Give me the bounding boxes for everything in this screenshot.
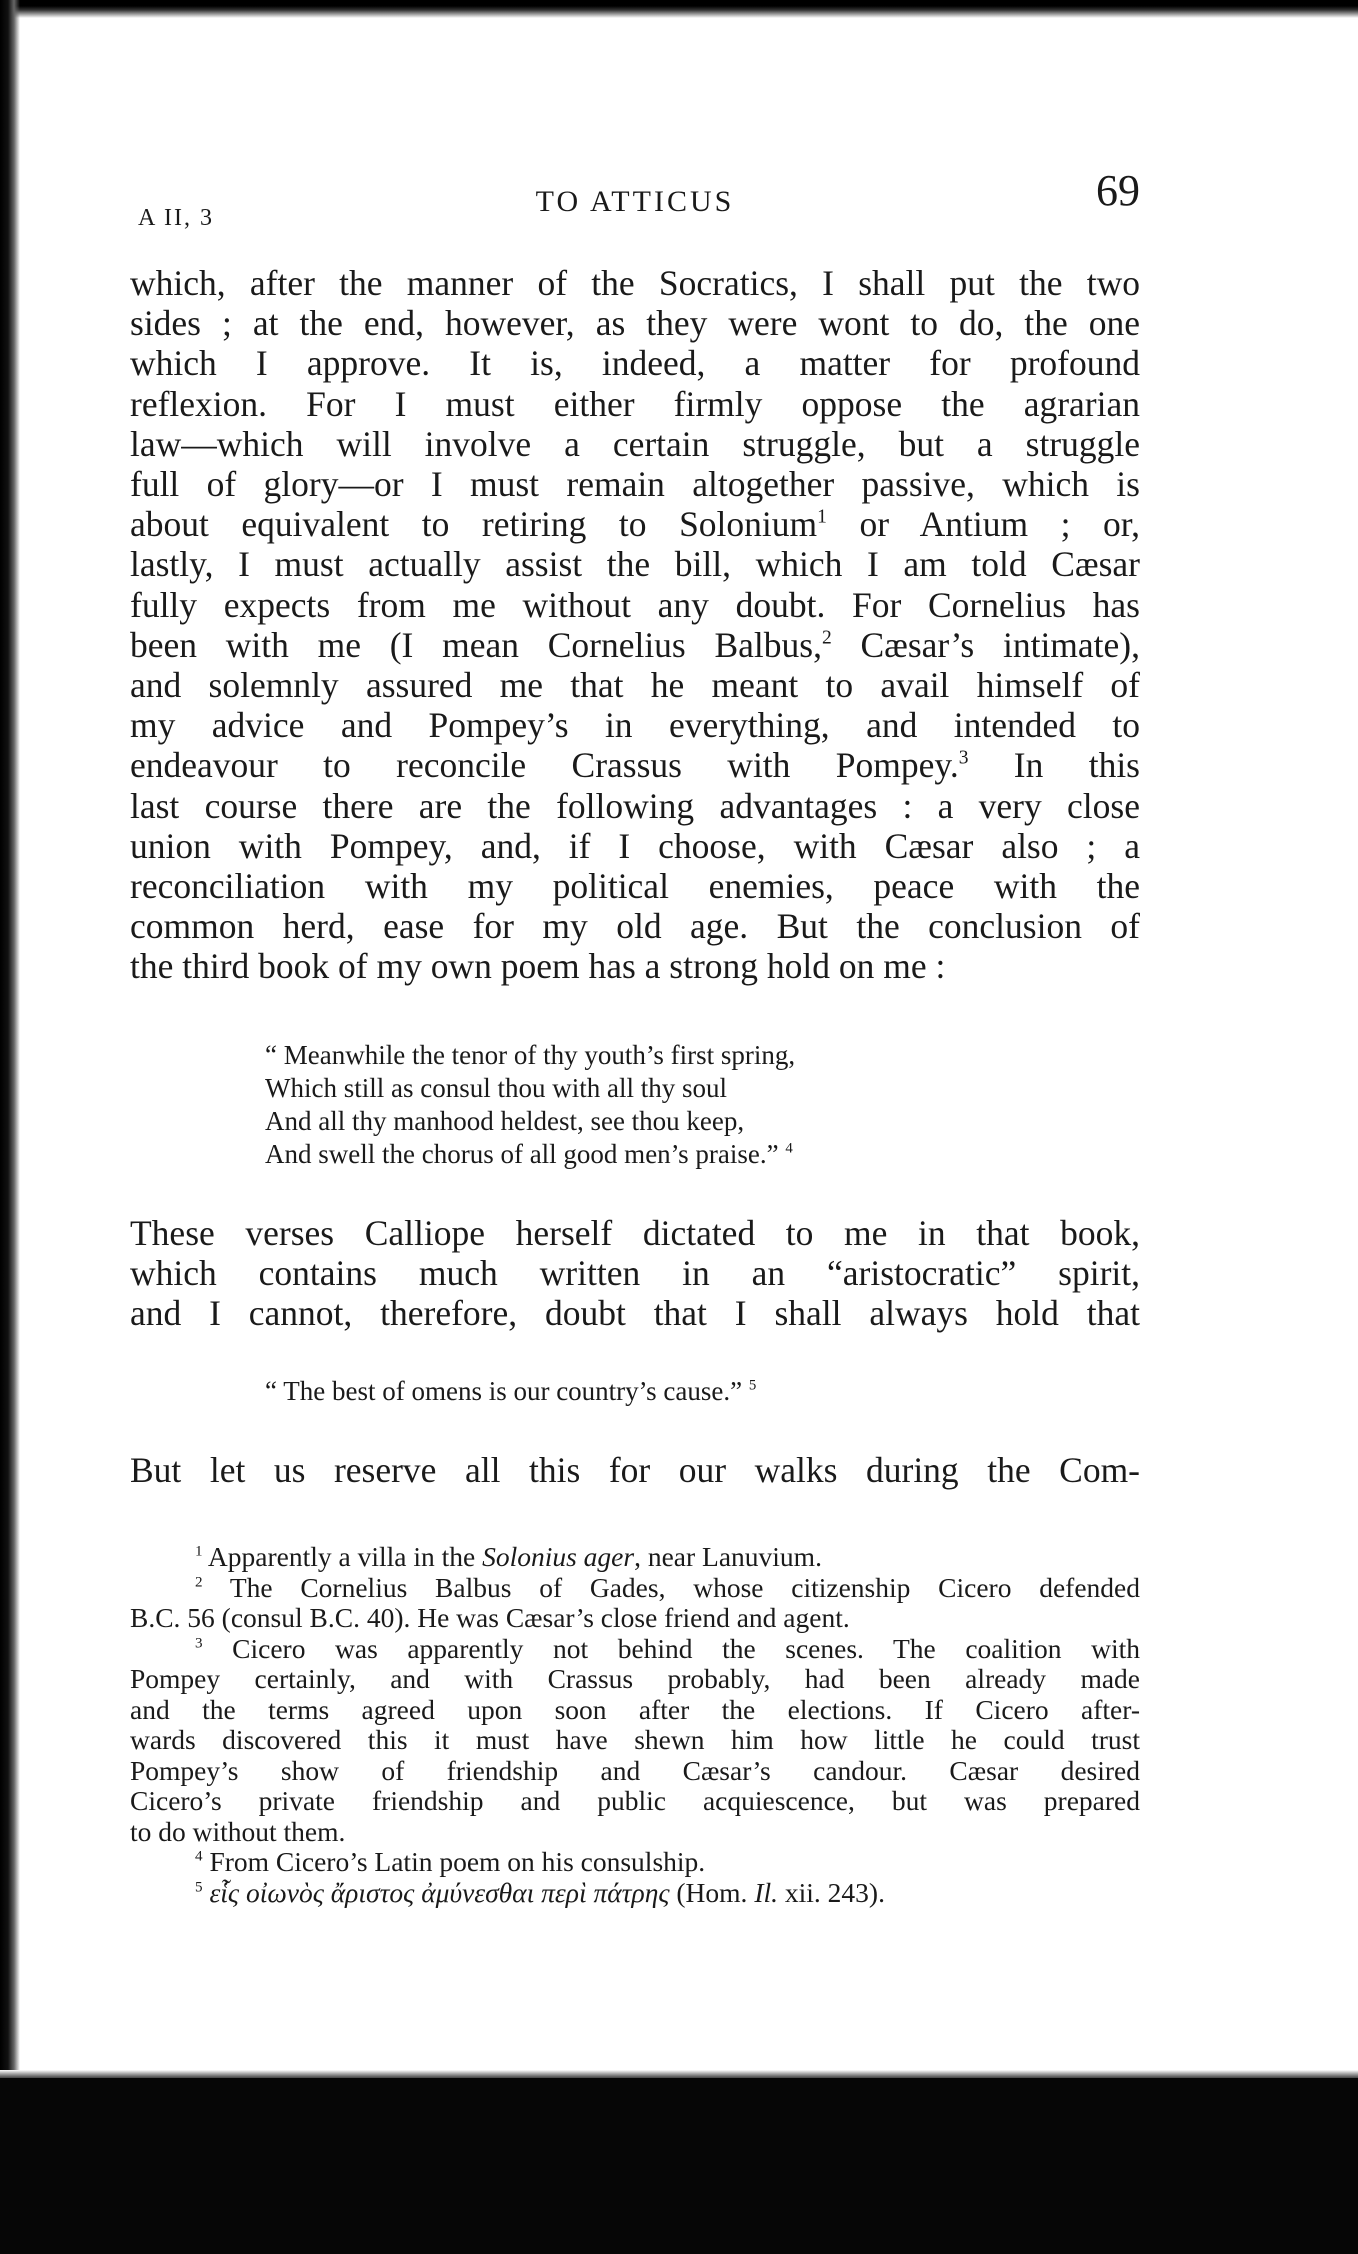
text-line	[130, 745, 1140, 785]
text-segment: The Cornelius Balbus of Gades, whose citizenship Cicero defended	[229, 1571, 1140, 1603]
footnote-3-line: Pompey’s show of friendship and Cæsar’s candour. Cæsar desired	[130, 1754, 1140, 1786]
footnote-number: 5	[195, 1879, 203, 1896]
footnote-2-continued: B.C. 56 (consul B.C. 40). He was Cæsar’s close friend and agent.	[130, 1602, 850, 1634]
text-segment: been with me (I mean Cornelius Balbus,	[130, 624, 822, 665]
page-number: 69	[1096, 166, 1140, 215]
verse-line: And all thy manhood heldest, see thou keep,	[265, 1105, 745, 1136]
text-segment: From Cicero’s Latin poem on his consulship.	[209, 1846, 706, 1878]
text-segment: In this	[968, 745, 1140, 786]
paragraph-3	[130, 1450, 1140, 1490]
footnote-ref-4: 4	[785, 1140, 793, 1157]
text-line: lastly, I must actually assist the bill, which I am told Cæsar	[130, 544, 1140, 585]
scan-bottom-edge	[0, 2078, 1358, 2254]
text-segment: Cicero was apparently not behind the scenes. The coalition with	[232, 1632, 1140, 1664]
text-line: my advice and Pompey’s in everything, and intended to	[130, 705, 1140, 746]
footnote-number: 1	[195, 1543, 203, 1560]
text-segment: Apparently a villa in the	[207, 1541, 483, 1573]
footnotes	[130, 1542, 1140, 1908]
running-title: TO ATTICUS	[535, 185, 735, 218]
footnote-ref-2: 2	[821, 627, 832, 649]
text-segment: (Hom.	[669, 1876, 755, 1908]
text-line: reconciliation with my political enemies, peace with the	[130, 866, 1140, 907]
footnote-number: 4	[195, 1848, 203, 1865]
book-page	[130, 165, 1140, 1908]
verse-quotation	[265, 1039, 1140, 1171]
text-segment: endeavour to reconcile Crassus with Pompey.	[130, 745, 959, 786]
text-segment: “ The best of omens is our country’s cause.”	[265, 1376, 743, 1407]
scan-left-edge	[0, 0, 20, 2110]
footnote-ref-1: 1	[817, 506, 827, 528]
paragraph-1	[130, 263, 1140, 987]
text-line: which contains much written in an “aristocratic” spirit,	[130, 1252, 1140, 1293]
text-line	[130, 504, 1140, 544]
text-line: and solemnly assured me that he meant to avail himself of	[130, 665, 1140, 706]
text-segment: xii. 243).	[778, 1876, 885, 1908]
footnote-3-line: to do without them.	[130, 1815, 346, 1847]
signature-mark: A II, 3	[138, 205, 214, 231]
greek-quotation: εἷς οἰωνὸς ἄριστος ἀμύνεσθαι περὶ πάτρης	[209, 1876, 670, 1908]
footnote-1	[130, 1542, 1140, 1573]
text-line: the third book of my own poem has a strong hold on me :	[130, 946, 946, 987]
verse-line: “ Meanwhile the tenor of thy youth’s first spring,	[265, 1039, 796, 1070]
text-line: last course there are the following advantages : a very close	[130, 785, 1140, 826]
text-segment: Cæsar’s intimate),	[831, 624, 1140, 665]
text-segment: or Antium ; or,	[826, 504, 1140, 545]
footnote-4	[130, 1847, 1140, 1878]
text-line: common herd, ease for my old age. But the conclusion of	[130, 906, 1140, 947]
text-line: These verses Calliope herself dictated to me in that book,	[130, 1212, 1140, 1253]
text-line: But let us reserve all this for our walks during the Com-	[130, 1450, 1140, 1491]
text-line: and I cannot, therefore, doubt that I shall always hold that	[130, 1293, 1140, 1334]
text-line: which I approve. It is, indeed, a matter for profound	[130, 343, 1140, 384]
footnote-ref-5: 5	[748, 1377, 757, 1394]
running-head	[130, 165, 1140, 235]
text-line: sides ; at the end, however, as they were wont to do, the one	[130, 303, 1140, 344]
footnote-ref-3: 3	[958, 747, 969, 769]
text-segment: Il.	[754, 1876, 778, 1908]
footnote-3-line: and the terms agreed upon soon after the elections. If Cicero after-	[130, 1693, 1140, 1725]
main-text	[130, 263, 1140, 1490]
footnote-number: 2	[195, 1574, 203, 1591]
text-line: full of glory—or I must remain altogether passive, which is	[130, 464, 1140, 505]
paragraph-2	[130, 1213, 1140, 1334]
verse-line: Which still as consul thou with all thy soul	[265, 1072, 727, 1103]
scan-top-edge	[0, 0, 1358, 18]
text-segment: , near Lanuvium.	[634, 1541, 822, 1573]
text-line	[130, 625, 1140, 665]
text-segment: about equivalent to retiring to Solonium	[130, 504, 818, 545]
text-line: which, after the manner of the Socratics, I shall put the two	[130, 263, 1140, 303]
text-line: law—which will involve a certain struggle, but a struggle	[130, 423, 1140, 464]
footnote-number: 3	[195, 1635, 203, 1652]
footnote-5	[130, 1878, 1140, 1909]
text-line: union with Pompey, and, if I choose, with Cæsar also ; a	[130, 825, 1140, 866]
verse-line	[265, 1138, 1140, 1171]
text-segment: And swell the chorus of all good men’s praise.”	[265, 1138, 779, 1169]
footnote-3-line: wards discovered this it must have shewn him how little he could trust	[130, 1724, 1140, 1756]
text-line: fully expects from me without any doubt. For Cornelius has	[130, 584, 1140, 625]
footnote-3-line: Pompey certainly, and with Crassus probably, had been already made	[130, 1663, 1140, 1695]
text-segment: Solonius ager	[482, 1541, 635, 1573]
omens-quotation	[265, 1375, 1140, 1408]
text-line: reflexion. For I must either firmly oppose the agrarian	[130, 383, 1140, 424]
footnote-3	[130, 1634, 1140, 1665]
footnote-3-line: Cicero’s private friendship and public acquiescence, but was prepared	[130, 1785, 1140, 1817]
footnote-2	[130, 1573, 1140, 1604]
